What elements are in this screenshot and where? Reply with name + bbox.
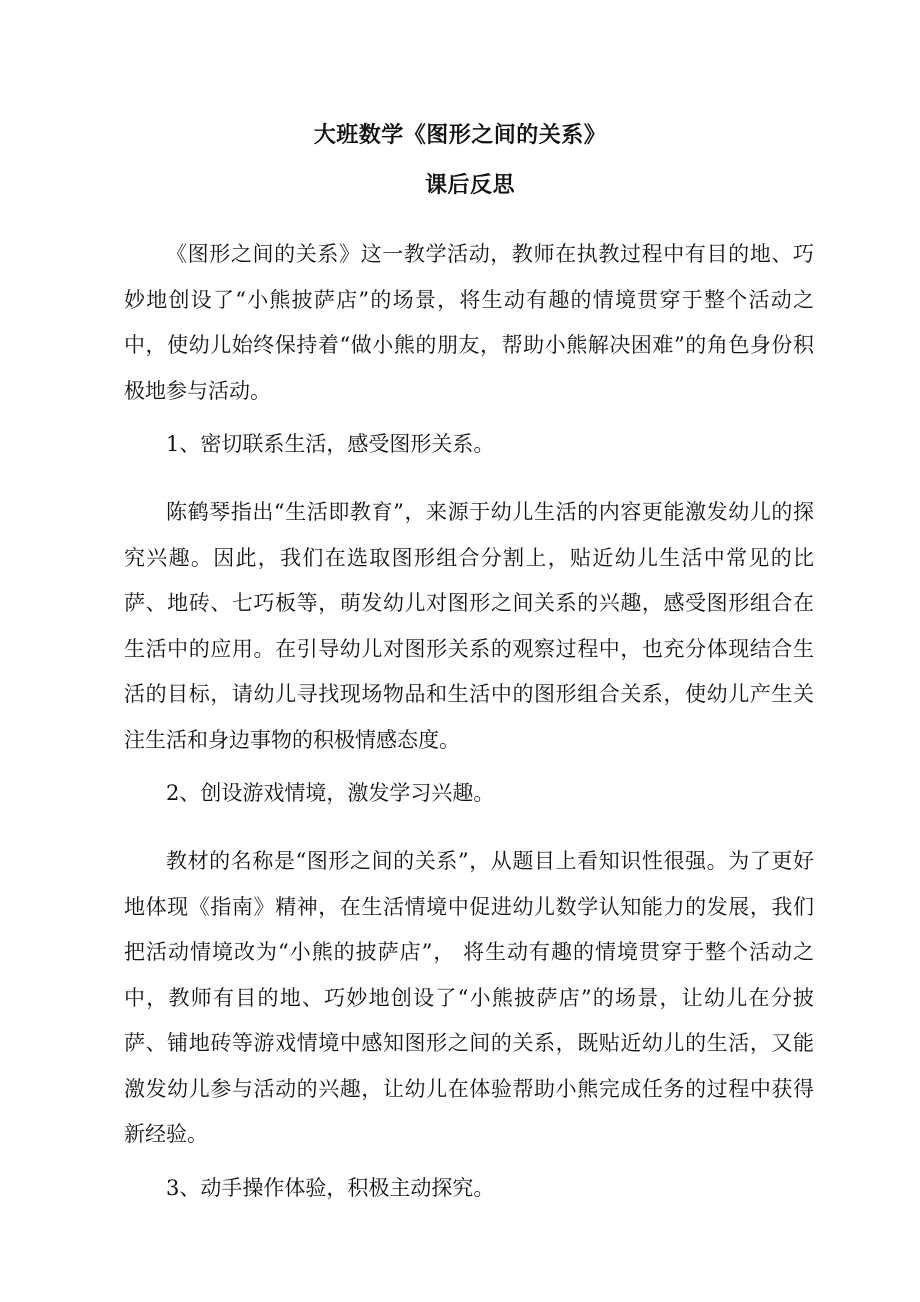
section-body-2: 教材的名称是“图形之间的关系”，从题目上看知识性很强。为了更好地体现《指南》精神，在生活情境中促进幼儿数学认知能力的发展，我们把活动情境改为“小熊的披萨店”， 将生动有趣的情境贯穿于整个活动之中，教师有目的地、巧妙地创设了“小熊披萨店”的场景，让幼儿在分披萨、铺地砖等游戏情境中感知图形之间的关系，既贴近幼儿的生活，又能激发幼儿参与活动的兴趣，让幼儿在体验帮助小熊完成任务的过程中获得新经验。 [124,849,814,1146]
section-heading-1: 1、密切联系生活，感受图形关系。 [166,432,495,456]
document-body [124,232,814,1234]
section-heading-2: 2、创设游戏情境，激发学习兴趣。 [166,781,495,805]
section-body-1: 陈鹤琴指出“生活即教育”，来源于幼儿生活的内容更能激发幼儿的探究兴趣。因此，我们在选取图形组合分割上，贴近幼儿生活中常见的比萨、地砖、七巧板等，萌发幼儿对图形之间关系的兴趣，感受图形组合在生活中的应用。在引导幼儿对图形关系的观察过程中，也充分体现结合生活的目标，请幼儿寻找现场物品和生活中的图形组合关系，使幼儿产生关注生活和身边事物的积极情感态度。 [124,500,814,752]
section-heading-3: 3、动手操作体验，积极主动探究。 [166,1175,495,1200]
document-title: 大班数学《图形之间的关系》 [313,123,607,148]
intro-paragraph: 《图形之间的关系》这一教学活动，教师在执教过程中有目的地、巧妙地创设了“小熊披萨店”的场景，将生动有趣的情境贯穿于整个活动之中，使幼儿始终保持着“做小熊的朋友，帮助小熊解决困难”的角色身份积极地参与活动。 [124,242,814,403]
document-subtitle: 课后反思 [424,173,515,198]
